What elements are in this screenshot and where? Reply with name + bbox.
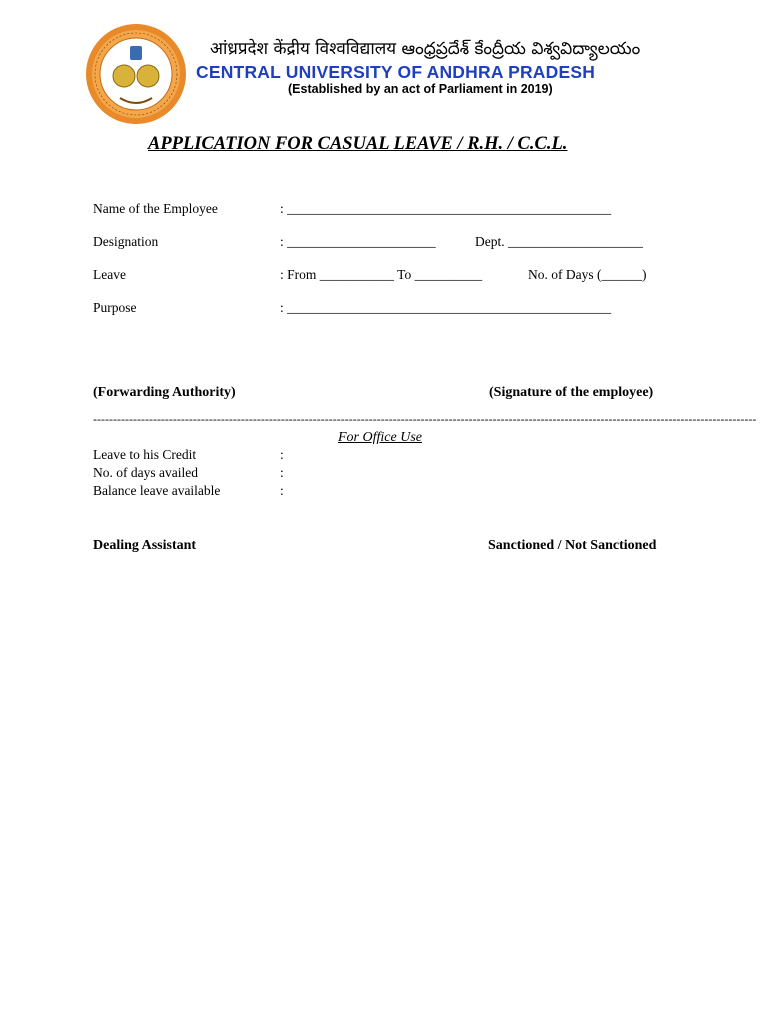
leave-credit-label: Leave to his Credit <box>93 447 197 462</box>
designation-label: Designation <box>93 234 159 249</box>
office-use-heading: For Office Use <box>338 430 422 445</box>
established-note: (Established by an act of Parliament in 2019) <box>288 82 553 96</box>
balance-leave-value: : <box>280 483 284 498</box>
forwarding-authority-label: (Forwarding Authority) <box>93 385 236 400</box>
days-availed-value: : <box>280 465 284 480</box>
purpose-field[interactable]: : ________________________________________________ <box>280 300 612 315</box>
balance-leave-label: Balance leave available <box>93 483 221 498</box>
employee-name-field[interactable]: : ________________________________________________ <box>280 201 612 216</box>
university-seal-icon <box>84 22 188 126</box>
dealing-assistant-label: Dealing Assistant <box>93 538 197 553</box>
number-of-days-field[interactable]: No. of Days (______) <box>528 267 647 282</box>
employee-signature-label: (Signature of the employee) <box>489 385 654 400</box>
sanction-status-label: Sanctioned / Not Sanctioned <box>488 538 657 553</box>
employee-name-label: Name of the Employee <box>93 201 218 216</box>
leave-credit-value: : <box>280 447 284 462</box>
department-field[interactable]: Dept. ____________________ <box>475 234 643 249</box>
days-availed-label: No. of days availed <box>93 465 198 480</box>
multilingual-university-title: आंध्रप्रदेश केंद्रीय विश्वविद्यालय ఆంధ్రప్రదేశ్ కేంద్రీయ విశ్వవిద్యాలయం <box>210 39 641 59</box>
purpose-label: Purpose <box>93 300 137 315</box>
leave-dates-field[interactable]: : From ___________ To __________ <box>280 267 483 282</box>
form-title: APPLICATION FOR CASUAL LEAVE / R.H. / C.C.L. <box>148 134 568 154</box>
section-divider: ---------------------------------------------------------------------------------------------------------------------------------------------------------------------- <box>93 412 757 426</box>
designation-field[interactable]: : ______________________ <box>280 234 436 249</box>
leave-label: Leave <box>93 267 126 282</box>
university-name: CENTRAL UNIVERSITY OF ANDHRA PRADESH <box>196 62 596 82</box>
